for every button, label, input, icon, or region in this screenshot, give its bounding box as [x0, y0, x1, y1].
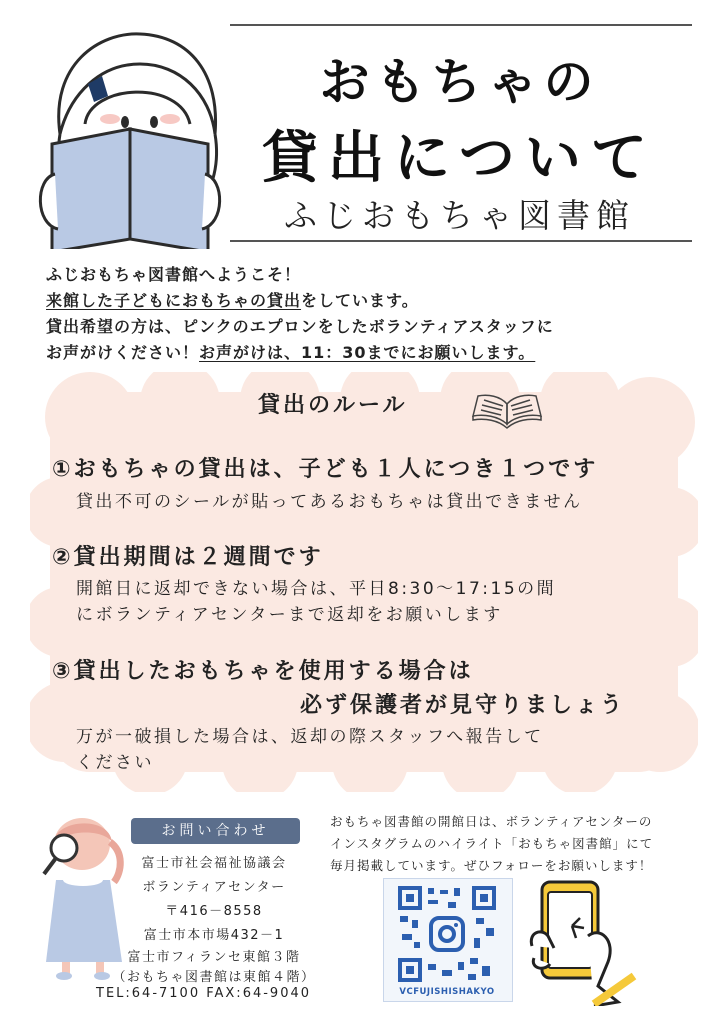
intro-underlined-2: お声がけは、11：30までにお願いします。 — [199, 343, 536, 362]
intro-line-4 — [46, 340, 706, 363]
info-line-1: おもちゃ図書館の開館日は、ボランティアセンターの — [330, 814, 653, 829]
intro-line-3: 貸出希望の方は、ピンクのエプロンをしたボランティアスタッフに — [46, 317, 554, 336]
intro-underlined-1: 来館した子どもにおもちゃの貸出 — [46, 291, 302, 310]
intro-line-4-start: お声がけください！ — [46, 343, 200, 362]
rule-2-detail-2: にボランティアセンターまで返却をお願いします — [76, 605, 503, 625]
title-line-1: おもちゃの — [319, 53, 600, 111]
rules-title: 貸出のルール — [258, 393, 408, 418]
info-line-3: 毎月掲載しています。ぜひフォローをお願いします！ — [330, 858, 653, 873]
rule-2-heading: ②貸出期間は２週間です — [52, 545, 324, 570]
rule-1-detail-1: 貸出不可のシールが貼ってあるおもちゃは貸出できません — [76, 492, 583, 512]
header-top-rule — [230, 24, 692, 26]
qr-caption: VCFUJISHISHAKYO — [399, 987, 495, 997]
girl-reading-illustration — [30, 24, 230, 249]
qr-pattern — [398, 886, 496, 982]
rule-2-detail-1: 開館日に返却できない場合は、平日8:30～17:15の間 — [76, 579, 557, 599]
contact-line-2: ボランティアセンター — [142, 880, 286, 895]
rule-3-detail-2: ください — [76, 753, 154, 773]
rule-3-heading-2: 必ず保護者が見守りましょう — [300, 693, 626, 718]
header-bottom-rule — [230, 240, 692, 242]
contact-line-5: 富士市フィランセ東館３階 — [127, 950, 301, 965]
subtitle: ふじおもちゃ図書館 — [284, 196, 635, 235]
rule-3-detail-1: 万が一破損した場合は、返却の際スタッフへ報告して — [76, 727, 544, 747]
intro-line-2 — [46, 288, 706, 311]
intro-line-2-rest: をしています。 — [301, 291, 419, 310]
rule-3-heading: ③貸出したおもちゃを使用する場合は — [52, 659, 474, 684]
rule-1-heading: ①おもちゃの貸出は、子ども１人につき１つです — [52, 457, 599, 482]
contact-line-1: 富士市社会福祉協議会 — [141, 856, 287, 871]
contact-line-4: 富士市本市場432－1 — [143, 928, 285, 943]
contact-line-3: 〒416－8558 — [165, 904, 263, 919]
contact-line-6: （おもちゃ図書館は東館４階） — [112, 970, 316, 985]
title-line-2: 貸出について — [262, 126, 657, 191]
info-line-2: インスタグラムのハイライト「おもちゃ図書館」にて — [330, 836, 654, 851]
tel-fax: TEL:64-7100 FAX:64-9040 — [96, 986, 312, 1001]
contact-label: お問い合わせ — [131, 818, 300, 844]
open-book-icon — [470, 388, 544, 430]
intro-line-1: ふじおもちゃ図書館へようこそ！ — [46, 265, 302, 284]
phone-hand-illustration — [528, 876, 640, 1006]
